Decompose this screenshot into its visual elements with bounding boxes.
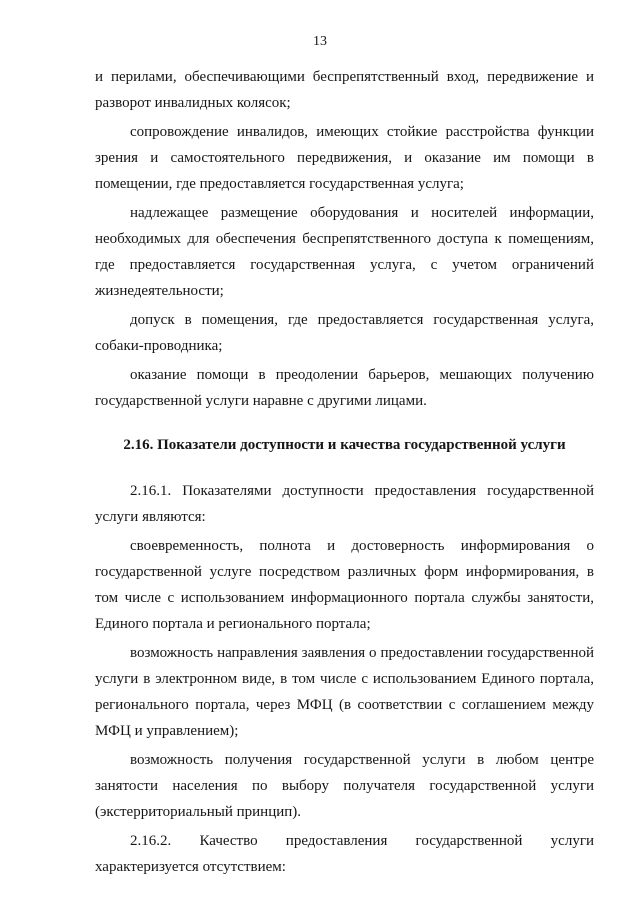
page-number: 13 (313, 34, 327, 49)
paragraph-barrier-assistance: оказание помощи в преодолении барьеров, мешающих получению государственной услуги наравне с другими лицами. (95, 367, 594, 409)
document-body (95, 64, 594, 880)
paragraph-escort-disabled: сопровождение инвалидов, имеющих стойкие расстройства функции зрения и самостоятельного передвижения, и оказание им помощи в помещении, где предоставляется государственная услуга; (95, 124, 594, 192)
paragraph-timely-information: своевременность, полнота и достоверность информирования о государственной услуге посредством различных форм информирования, в том числе с использованием информационного портала службы занятости, Единого портала и регионального портала; (95, 538, 594, 632)
paragraph-continuation: и перилами, обеспечивающими беспрепятственный вход, передвижение и разворот инвалидных колясок; (95, 69, 594, 111)
paragraph-guide-dog-access: допуск в помещения, где предоставляется государственная услуга, собаки-проводника; (95, 312, 594, 354)
paragraph-extraterritorial: возможность получения государственной услуги в любом центре занятости населения по выбору получателя государственной услуги (экстерриториальный принцип). (95, 752, 594, 820)
paragraph-accessibility-indicators: 2.16.1. Показателями доступности предоставления государственной услуги являются: (95, 483, 594, 525)
paragraph-quality-indicators: 2.16.2. Качество предоставления государственной услуги характеризуется отсутствием: (95, 833, 594, 875)
section-heading: 2.16. Показатели доступности и качества государственной услуги (123, 437, 566, 453)
paragraph-electronic-application: возможность направления заявления о предоставлении государственной услуги в электронном виде, в том числе с использованием Единого портала, регионального портала, через МФЦ (в соответствии с соглашением между МФЦ и управлением); (95, 645, 594, 739)
paragraph-equipment-placement: надлежащее размещение оборудования и носителей информации, необходимых для обеспечения беспрепятственного доступа к помещениям, где предоставляется государственная услуга, с учетом ограничений жизнедеятельности; (95, 205, 594, 299)
